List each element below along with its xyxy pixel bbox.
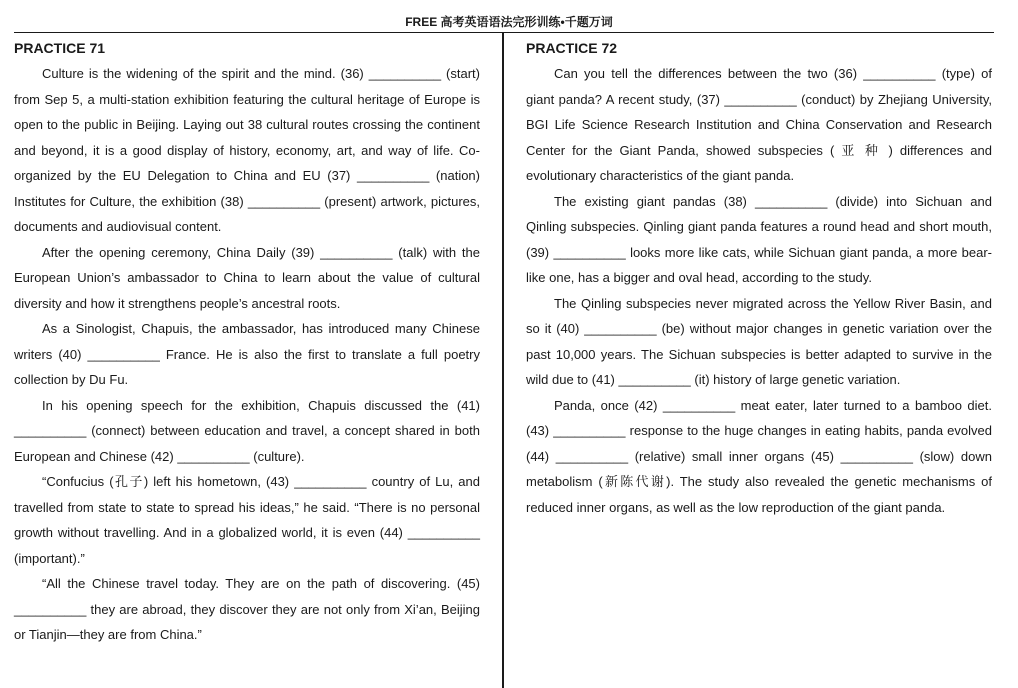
practice-71-column (14, 38, 480, 648)
page-header: FREE 高考英语语法完形训练•千题万词 (405, 15, 613, 29)
practice-71-paragraph-4: In his opening speech for the exhibition, Chapuis discussed the (41) __________ (connect) between education and travel, a concept shared in both European and Chinese (42) __________ (culture). (14, 397, 480, 464)
practice-72-paragraph-4: Panda, once (42) __________ meat eater, later turned to a bamboo diet. (43) __________ response to the huge changes in eating habits, panda evolved (44) __________ (relative) small inner organs (45) __________ (slow) down metabolism (新陈代谢). The study also revealed the genetic mechanisms of reduced inner organs, as well as the low reproduction of the giant panda. (526, 397, 992, 515)
practice-71-title: PRACTICE 71 (14, 40, 106, 56)
practice-71-paragraph-3: As a Sinologist, Chapuis, the ambassador, has introduced many Chinese writers (40) __________ France. He is also the first to translate a full poetry collection by Du Fu. (14, 321, 480, 387)
practice-72-paragraph-2: The existing giant pandas (38) __________ (divide) into Sichuan and Qinling subspecies. Qinling giant panda features a round head and short mouth, (39) __________ looks more like cats, while Sichuan giant panda, a more bear-like one, has a bigger and oval head, according to the study. (526, 193, 992, 285)
practice-72-paragraph-3: The Qinling subspecies never migrated across the Yellow River Basin, and so it (40) __________ (be) without major changes in genetic variation over the past 10,000 years. The Sichuan subspecies is better adapted to survive in the wild due to (41) __________ (it) history of large genetic variation. (526, 295, 992, 387)
practice-72-column (526, 38, 992, 520)
practice-72-title: PRACTICE 72 (526, 40, 618, 56)
practice-71-paragraph-6: “All the Chinese travel today. They are on the path of discovering. (45) __________ they are abroad, they discover they are not only from Xi’an, Beijing or Tianjin—they are from China.” (14, 576, 480, 642)
column-divider (502, 33, 504, 688)
practice-71-paragraph-5: “Confucius (孔子) left his hometown, (43) __________ country of Lu, and travelled from state to state to spread his ideas,” he said. “There is no personal growth without travelling. And in a globalized world, it is even (44) __________ (important).” (14, 474, 480, 566)
practice-71-paragraph-2: After the opening ceremony, China Daily (39) __________ (talk) with the European Union’s ambassador to China to learn about the value of cultural diversity and how it strengthens people’s ancestral roots. (14, 244, 480, 311)
practice-71-paragraph-1: Culture is the widening of the spirit and the mind. (36) __________ (start) from Sep 5, a multi-station exhibition featuring the cultural heritage of Europe is open to the public in Beijing. Laying out 38 cultural routes crossing the continent and beyond, it is a good display of history, economy, art, and way of life. Co-organized by the EU Delegation to China and EU (37) __________ (nation) Institutes for Culture, the exhibition (38) __________ (present) artwork, pictures, documents and audiovisual content. (14, 66, 480, 234)
practice-72-paragraph-1: Can you tell the differences between the two (36) __________ (type) of giant panda? A recent study, (37) __________ (conduct) by Zhejiang University, BGI Life Science Research Institution and China Conservation and Research Center for the Giant Panda, showed subspecies ( 亚 种 ) differences and evolutionary characteristics of the giant panda. (526, 66, 992, 183)
header-rule (14, 32, 994, 33)
